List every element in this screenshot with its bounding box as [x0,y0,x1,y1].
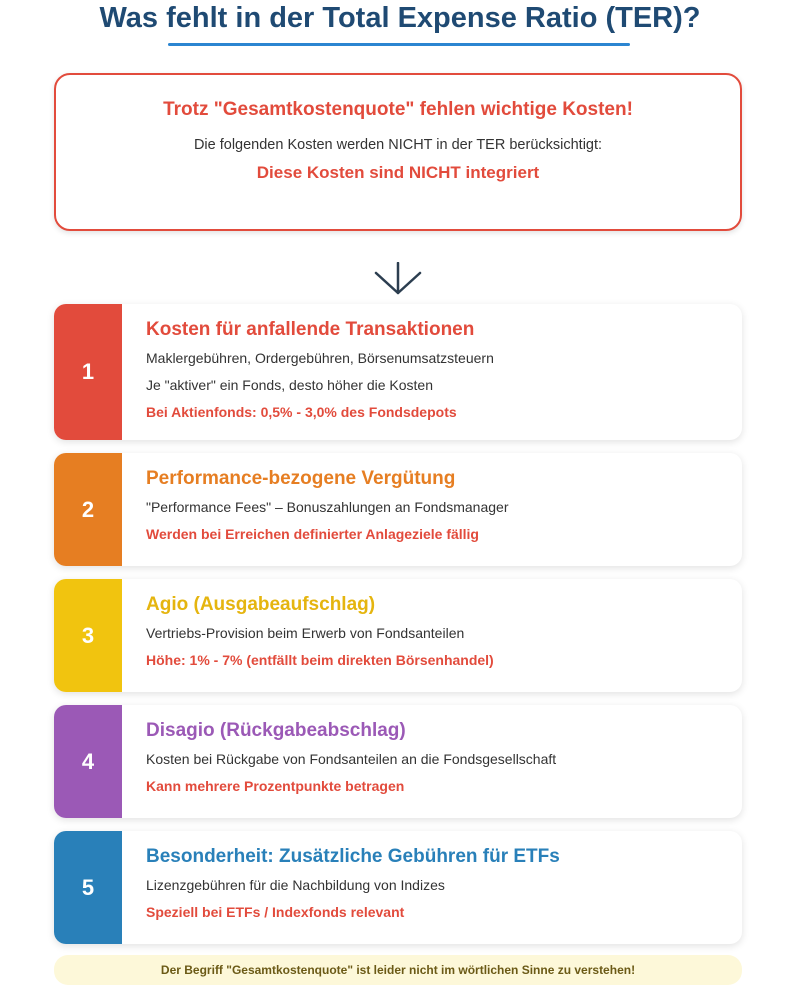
footer-note: Der Begriff "Gesamtkostenquote" ist leider nicht im wörtlichen Sinne zu verstehen! [54,955,742,985]
warning-headline: Trotz "Gesamtkostenquote" fehlen wichtige Kosten! [163,99,633,120]
item-description: Je "aktiver" ein Fonds, desto höher die Kosten [146,377,433,393]
item-content [146,846,732,920]
arrow-down-icon [373,262,423,296]
item-emphasis: Bei Aktienfonds: 0,5% - 3,0% des Fondsdepots [146,404,457,420]
cost-item-3 [54,579,742,692]
cost-item-4 [54,705,742,818]
item-description: Maklergebühren, Ordergebühren, Börsenumsatzsteuern [146,350,494,366]
item-title: Performance-bezogene Vergütung [146,468,456,489]
item-emphasis: Werden bei Erreichen definierter Anlageziele fällig [146,526,479,542]
item-emphasis: Speziell bei ETFs / Indexfonds relevant [146,904,405,920]
warning-box [54,73,742,231]
item-number-badge: 1 [54,304,122,440]
cost-item-1 [54,304,742,440]
cost-item-5 [54,831,742,944]
item-emphasis: Höhe: 1% - 7% (entfällt beim direkten Börsenhandel) [146,652,494,668]
item-emphasis: Kann mehrere Prozentpunkte betragen [146,778,405,794]
cost-item-2 [54,453,742,566]
item-title: Disagio (Rückgabeabschlag) [146,720,406,741]
item-title: Kosten für anfallende Transaktionen [146,319,475,340]
item-title: Agio (Ausgabeaufschlag) [146,594,376,615]
item-number-badge: 4 [54,705,122,818]
item-number-badge: 3 [54,579,122,692]
page-title: Was fehlt in der Total Expense Ratio (TER)? [99,2,701,34]
item-content [146,468,732,542]
warning-intro: Die folgenden Kosten werden NICHT in der TER berücksichtigt: [193,137,603,153]
item-description: Lizenzgebühren für die Nachbildung von Indizes [146,877,445,893]
item-content [146,594,732,668]
title-underline [168,43,630,46]
item-description: Vertriebs-Provision beim Erwerb von Fondsanteilen [146,625,465,641]
item-number-badge: 2 [54,453,122,566]
item-number-badge: 5 [54,831,122,944]
item-title: Besonderheit: Zusätzliche Gebühren für ETFs [146,846,560,867]
item-content [146,720,732,794]
item-description: Kosten bei Rückgabe von Fondsanteilen an die Fondsgesellschaft [146,751,557,767]
warning-emphasis: Diese Kosten sind NICHT integriert [256,163,540,182]
item-content [146,319,732,420]
item-description: "Performance Fees" – Bonuszahlungen an Fondsmanager [146,499,509,515]
